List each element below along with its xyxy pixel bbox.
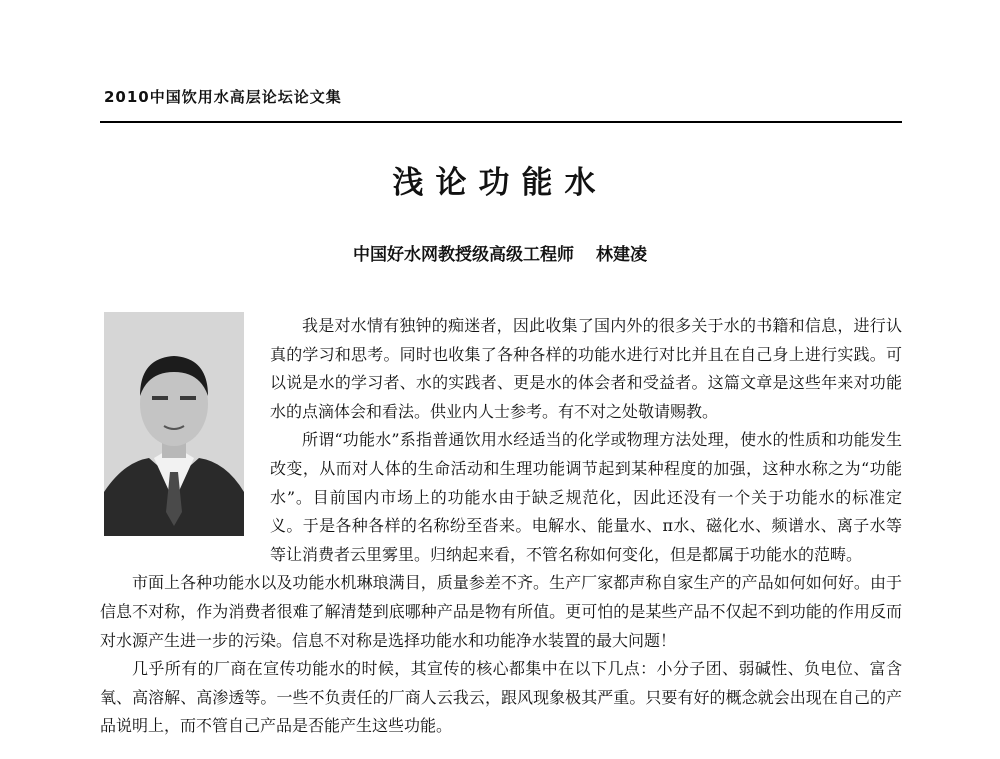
author-name: 林建凌 xyxy=(596,245,647,265)
author-line xyxy=(0,240,1000,265)
paragraph: 市面上各种功能水以及功能水机琳琅满目，质量参差不齐。生产厂家都声称自家生产的产品如何如何好。由于信息不对称，作为消费者很难了解清楚到底哪种产品是物有所值。更可怕的是某些产品不仅起不到功能的作用反而对水源产生进一步的污染。信息不对称是选择功能水和功能净水装置的最大问题！ xyxy=(100,573,902,650)
paragraph: 我是对水情有独钟的痴迷者，因此收集了国内外的很多关于水的书籍和信息，进行认真的学习和思考。同时也收集了各种各样的功能水进行对比并且在自己身上进行实践。可以说是水的学习者、水的实践者、更是水的体会者和受益者。这篇文章是这些年来对功能水的点滴体会和看法。供业内人士参考。有不对之处敬请赐教。 xyxy=(270,316,902,421)
photo-float-spacer xyxy=(100,312,270,546)
header-rule xyxy=(100,121,902,123)
paragraph: 所谓“功能水”系指普通饮用水经适当的化学或物理方法处理，使水的性质和功能发生改变，从而对人体的生命活动和生理功能调节起到某种程度的加强，这种水称之为“功能水”。目前国内市场上的功能水由于缺乏规范化，因此还没有一个关于功能水的标准定义。于是各种各样的名称纷至沓来。电解水、能量水、π水、磁化水、频谱水、离子水等等让消费者云里雾里。归纳起来看，不管名称如何变化，但是都属于功能水的范畴。 xyxy=(270,430,902,564)
author-affiliation: 中国好水网教授级高级工程师 xyxy=(353,245,574,265)
article-title: 浅论功能水 xyxy=(392,165,608,201)
paragraph: 几乎所有的厂商在宣传功能水的时候，其宣传的核心都集中在以下几点：小分子团、弱碱性、负电位、富含氧、高溶解、高渗透等。一些不负责任的厂商人云我云，跟风现象极其严重。只要有好的概念就会出现在自己的产品说明上，而不管自己产品是否能产生这些功能。 xyxy=(100,659,902,736)
article-body xyxy=(100,312,902,741)
running-header: 2010中国饮用水高层论坛论文集 xyxy=(104,88,342,106)
